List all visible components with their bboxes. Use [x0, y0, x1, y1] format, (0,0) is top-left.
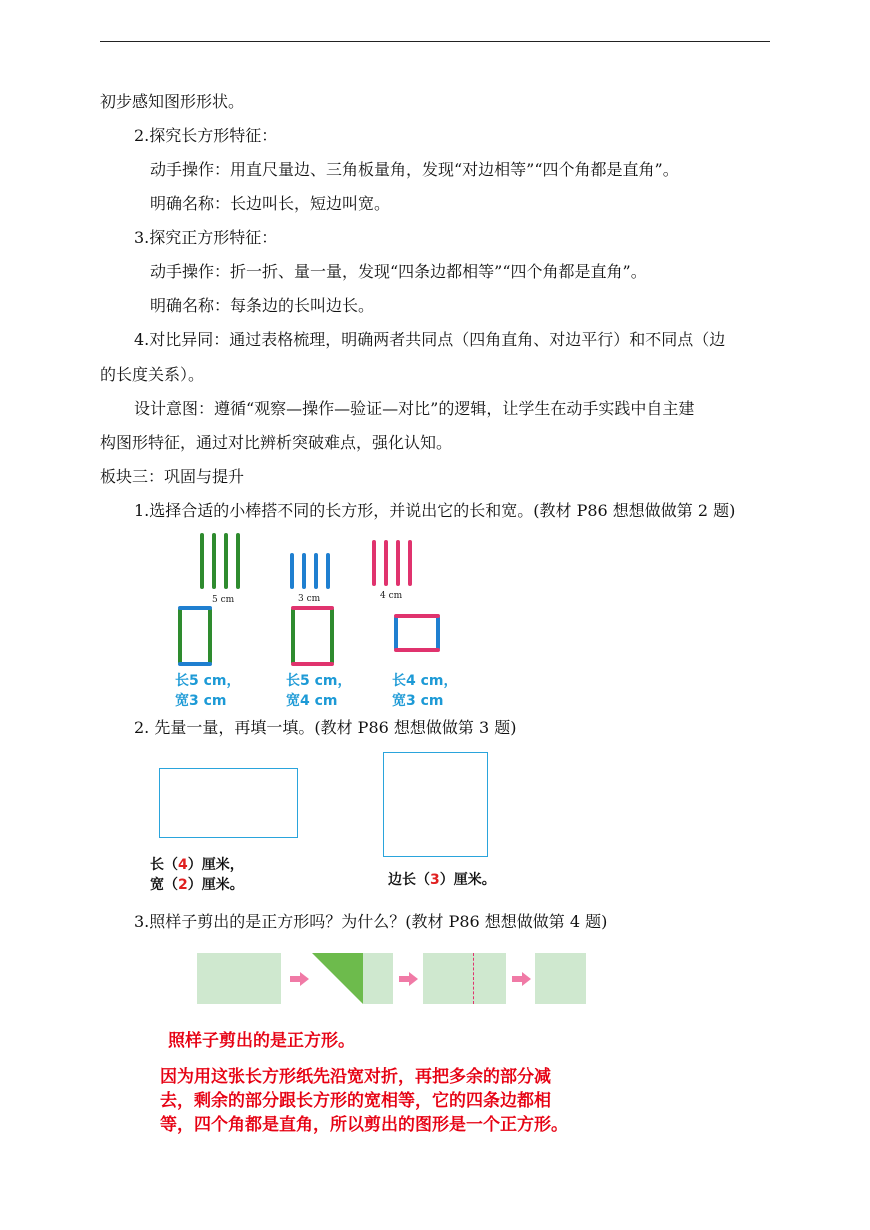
green-stick	[212, 533, 216, 589]
pink-stick	[394, 614, 440, 618]
rect-width-answer: 宽（2）厘米。	[150, 877, 244, 893]
stick-length-label: 3 cm	[298, 594, 321, 604]
rect-length-answer: 长（4）厘米，	[150, 857, 244, 873]
blue-stick	[290, 553, 294, 589]
paper-rectangle	[197, 953, 281, 1004]
green-stick	[291, 608, 295, 664]
q3-answer-line: 去，剩余的部分跟长方形的宽相等，它的四条边都相	[160, 1091, 551, 1111]
blue-stick	[178, 606, 212, 610]
pink-stick	[291, 662, 334, 666]
pink-stick	[291, 606, 334, 610]
text-line: 构图形特征，通过对比辨析突破难点，强化认知。	[100, 433, 453, 452]
pink-stick	[384, 540, 388, 586]
result-square	[535, 953, 586, 1004]
green-stick	[224, 533, 228, 589]
folded-paper	[312, 953, 393, 1004]
section-heading: 2.探究长方形特征：	[134, 126, 278, 145]
text-line: 明确名称：每条边的长叫边长。	[150, 296, 375, 315]
measure-square	[383, 752, 488, 857]
text-line: 的长度关系）。	[100, 365, 205, 384]
green-stick	[178, 608, 182, 664]
green-stick	[236, 533, 240, 589]
blue-stick	[302, 553, 306, 589]
answer-label: 宽4 cm	[286, 693, 338, 709]
question-1: 1.选择合适的小棒搭不同的长方形，并说出它的长和宽。(教材 P86 想想做做第 2 题)	[134, 501, 736, 520]
pink-stick	[408, 540, 412, 586]
pink-stick	[372, 540, 376, 586]
blue-stick	[178, 662, 212, 666]
blue-stick	[394, 616, 398, 650]
answer-label: 长4 cm，	[392, 673, 458, 689]
unfolded-paper	[423, 953, 506, 1004]
answer-label: 长5 cm，	[286, 673, 352, 689]
text-line: 初步感知图形形状。	[100, 92, 245, 111]
text-line: 动手操作：折一折、量一量，发现“四条边都相等”“四个角都是直角”。	[150, 262, 647, 281]
stick-length-label: 5 cm	[212, 595, 235, 605]
pink-stick	[394, 648, 440, 652]
blue-stick	[326, 553, 330, 589]
question-3: 3.照样子剪出的是正方形吗？为什么？(教材 P86 想想做做第 4 题)	[134, 912, 608, 931]
green-stick	[200, 533, 204, 589]
blue-stick	[436, 616, 440, 650]
blue-stick	[314, 553, 318, 589]
q3-answer-line: 照样子剪出的是正方形。	[168, 1031, 355, 1051]
text-line: 设计意图：遵循“观察—操作—验证—对比”的逻辑，让学生在动手实践中自主建	[134, 399, 695, 418]
answer-label: 宽3 cm	[175, 693, 227, 709]
text-line: 4.对比异同：通过表格梳理，明确两者共同点（四角直角、对边平行）和不同点（边	[134, 330, 726, 349]
cut-line	[473, 953, 474, 1004]
text-line: 动手操作：用直尺量边、三角板量角，发现“对边相等”“四个角都是直角”。	[150, 160, 679, 179]
square-side-answer: 边长（3）厘米。	[388, 872, 496, 888]
green-stick	[330, 608, 334, 664]
green-stick	[208, 608, 212, 664]
answer-label: 宽3 cm	[392, 693, 444, 709]
section-heading: 板块三：巩固与提升	[100, 467, 245, 486]
answer-label: 长5 cm，	[175, 673, 241, 689]
text-line: 明确名称：长边叫长，短边叫宽。	[150, 194, 391, 213]
q3-answer-line: 等，四个角都是直角，所以剪出的图形是一个正方形。	[160, 1115, 568, 1135]
section-heading: 3.探究正方形特征：	[134, 228, 278, 247]
measure-rectangle	[159, 768, 298, 838]
question-2: 2. 先量一量，再填一填。(教材 P86 想想做做第 3 题)	[134, 718, 517, 737]
stick-length-label: 4 cm	[380, 591, 403, 601]
q3-answer-line: 因为用这张长方形纸先沿宽对折，再把多余的部分减	[160, 1067, 551, 1087]
pink-stick	[396, 540, 400, 586]
header-rule	[100, 41, 770, 42]
